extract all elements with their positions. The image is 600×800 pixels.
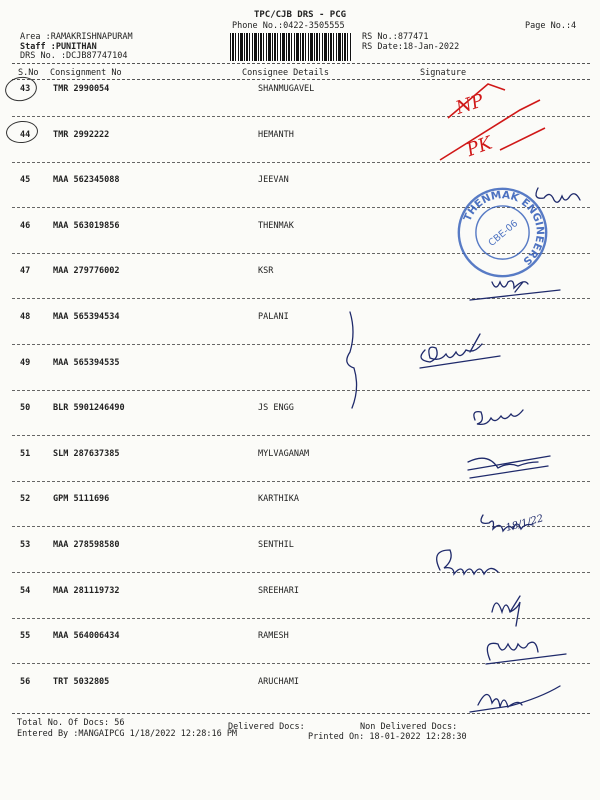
row-consignment-no: MAA 563019856: [53, 221, 120, 231]
row-sno: 43: [20, 84, 31, 94]
row-consignee: SENTHIL: [258, 540, 294, 550]
row-sno: 53: [20, 540, 31, 550]
drs-number: DRS No. :DCJB87747104: [20, 51, 128, 61]
row-consignment-no: MAA 565394535: [53, 358, 120, 368]
signature-54: [492, 596, 520, 626]
non-delivered-docs: Non Delivered Docs:: [360, 722, 458, 732]
row-consignment-no: MAA 565394534: [53, 312, 120, 322]
company-stamp: [455, 185, 550, 280]
staff-label: Staff :PUNITHAN: [20, 42, 97, 52]
row-consignment-no: GPM 5111696: [53, 494, 110, 504]
row-consignee: KARTHIKA: [258, 494, 299, 504]
row-consignee: RAMESH: [258, 631, 289, 641]
printed-on: Printed On: 18-01-2022 12:28:30: [308, 732, 467, 742]
row-consignee: JEEVAN: [258, 175, 289, 185]
pk-mark: PK: [463, 132, 495, 162]
page-number: Page No.:4: [525, 21, 577, 31]
row-sno: 47: [20, 266, 31, 276]
row-consignment-no: MAA 281119732: [53, 586, 120, 596]
signature-51: [468, 456, 550, 478]
np-mark: NP: [453, 90, 487, 119]
row-sno: 46: [20, 221, 31, 231]
signature-50: [474, 410, 523, 424]
row-consignment-no: MAA 564006434: [53, 631, 120, 641]
row-sno: 56: [20, 677, 31, 687]
entered-by: Entered By :MANGAIPCG 1/18/2022 12:28:16 PM: [17, 729, 238, 739]
row-sno: 48: [20, 312, 31, 322]
rs-date: RS Date:18-Jan-2022: [362, 42, 460, 52]
date-note: 18/1/22: [504, 513, 545, 534]
row-consignee: JS ENGG: [258, 403, 294, 413]
row-consignment-no: TMR 2990054: [53, 84, 110, 94]
signature-55: [486, 642, 566, 664]
row-sno: 54: [20, 586, 31, 596]
row-sno: 49: [20, 358, 31, 368]
row-consignee: PALANI: [258, 312, 289, 322]
row-consignee: HEMANTH: [258, 130, 294, 140]
area-label: Area :RAMAKRISHNAPURAM: [20, 32, 133, 42]
row-consignee: ARUCHAMI: [258, 677, 299, 687]
signature-48-bracket: [347, 312, 357, 408]
row-sno: 52: [20, 494, 31, 504]
column-signature: Signature: [420, 68, 467, 78]
row-consignment-no: TMR 2992222: [53, 130, 110, 140]
row-sno: 50: [20, 403, 31, 413]
column-sno: S.No: [18, 68, 39, 78]
row-consignment-no: BLR 5901246490: [53, 403, 125, 413]
row-consignment-no: SLM 287637385: [53, 449, 120, 459]
footer-divider: [12, 713, 590, 714]
stamp-text: THENMAK ENGINEERS: [461, 189, 546, 268]
column-consignee: Consignee Details: [242, 68, 329, 78]
signature-47: [470, 281, 560, 300]
phone-number: Phone No.:0422-3505555: [232, 21, 345, 31]
column-consignment: Consignment No: [50, 68, 122, 78]
row-consignee: SHANMUGAVEL: [258, 84, 315, 94]
rs-number: RS No.:877471: [362, 32, 429, 42]
row-consignment-no: MAA 278598580: [53, 540, 120, 550]
row-consignee: MYLVAGANAM: [258, 449, 310, 459]
row-consignment-no: MAA 279776002: [53, 266, 120, 276]
row-sno: 55: [20, 631, 31, 641]
row-sno: 51: [20, 449, 31, 459]
sheet-title: TPC/CJB DRS - PCG: [253, 10, 347, 20]
row-consignee: SREEHARI: [258, 586, 299, 596]
row-sno: 45: [20, 175, 31, 185]
signature-49: [420, 334, 500, 368]
signature-56: [470, 686, 560, 712]
row-consignee: THENMAK: [258, 221, 294, 231]
row-sno: 44: [20, 130, 31, 140]
stamp-center: CBE-06: [486, 218, 521, 249]
row-consignment-no: MAA 562345088: [53, 175, 120, 185]
row-consignee: KSR: [258, 266, 274, 276]
row-consignment-no: TRT 5032805: [53, 677, 110, 687]
signature-53: [437, 550, 498, 574]
total-docs: Total No. Of Docs: 56: [17, 718, 125, 728]
delivered-docs: Delivered Docs:: [228, 722, 305, 732]
